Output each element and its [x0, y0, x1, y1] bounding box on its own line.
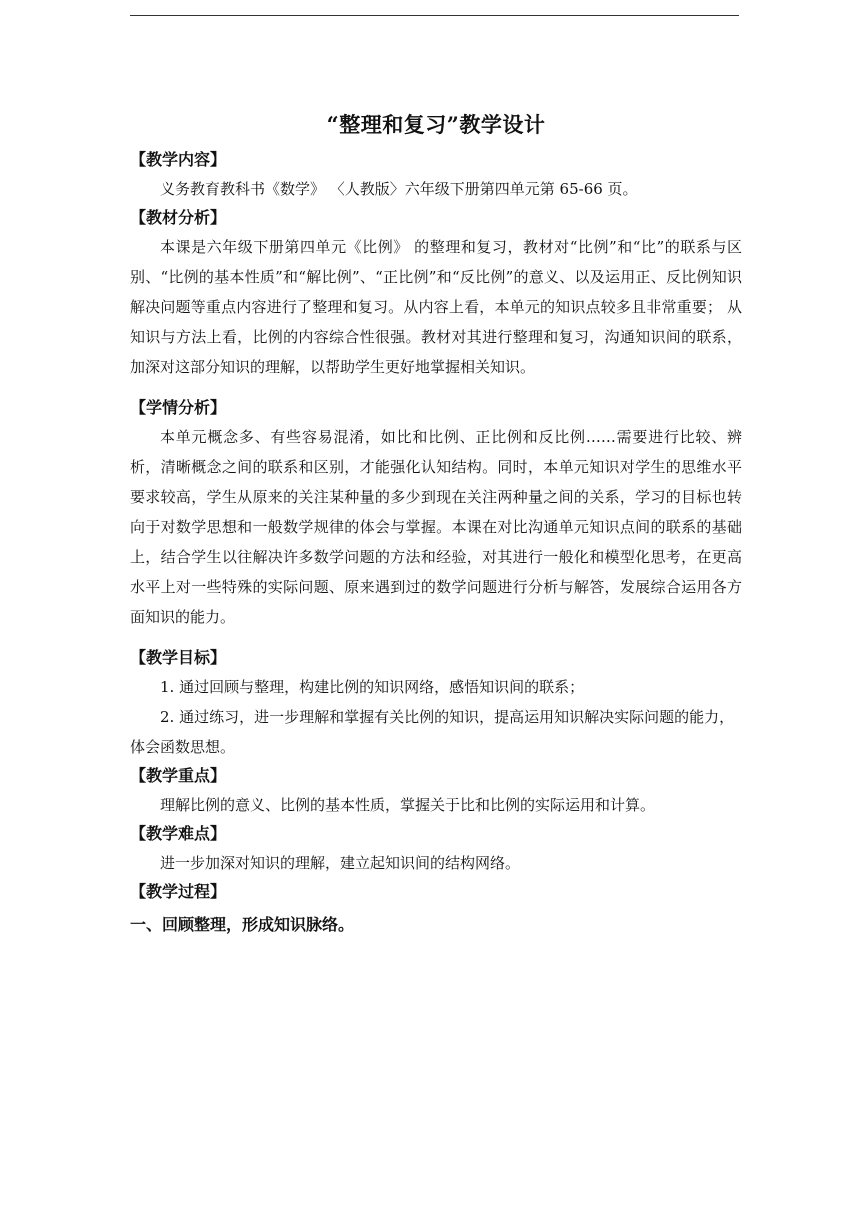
heading-teaching-goals: 【教学目标】 [130, 648, 227, 667]
difficulties-text: 进一步加深对知识的理解，建立起知识间的结构网络。 [160, 854, 521, 872]
heading-material-analysis: 【教材分析】 [130, 208, 227, 227]
goal-item-2: 2. 通过练习，进一步理解和掌握有关比例的知识，提高运用知识解决实际问题的能力，体会函数思想。 [130, 708, 735, 756]
heading-key-points: 【教学重点】 [130, 766, 227, 785]
heading-teaching-content: 【教学内容】 [130, 150, 227, 169]
heading-teaching-process: 【教学过程】 [130, 882, 227, 901]
document-title: “整理和复习”教学设计 [326, 112, 546, 137]
key-points-text: 理解比例的意义、比例的基本性质，掌握关于比和比例的实际运用和计算。 [160, 796, 656, 814]
header-rule [130, 15, 739, 16]
heading-difficulties: 【教学难点】 [130, 824, 227, 843]
heading-student-analysis: 【学情分析】 [130, 398, 227, 417]
material-analysis-text: 本课是六年级下册第四单元《比例》 的整理和复习，教材对“比例”和“比”的联系与区别、“比例的基本性质”和“解比例”、“正比例”和“反比例”的意义、以及运用正、反比例知识解决问题等重点内容进行了整理和复习。从内容上看，本单元的知识点较多且非常重要； 从知识与方法上看，比例的内容综合性很强。教材对其进行整理和复习，沟通知识间的联系，加深对这部分知识的理解，以帮助学生更好地掌握相关知识。 [130, 238, 742, 376]
spacer [130, 632, 742, 644]
document-body [130, 110, 742, 940]
teaching-content-text: 义务教育教科书《数学》 〈人教版〉六年级下册第四单元第 65-66 页。 [160, 180, 638, 198]
spacer [130, 382, 742, 394]
process-step-1: 一、回顾整理，形成知识脉络。 [130, 915, 355, 934]
goal-item-1: 1. 通过回顾与整理，构建比例的知识网络，感悟知识间的联系； [160, 678, 585, 696]
student-analysis-text: 本单元概念多、有些容易混淆，如比和比例、正比例和反比例……需要进行比较、辨析，清晰概念之间的联系和区别，才能强化认知结构。同时，本单元知识对学生的思维水平要求较高，学生从原来的关注某种量的多少到现在关注两种量之间的关系，学习的目标也转向于对数学思想和一般数学规律的体会与掌握。本课在对比沟通单元知识点间的联系的基础上，结合学生以往解决许多数学问题的方法和经验，对其进行一般化和模型化思考，在更高水平上对一些特殊的实际问题、原来遇到过的数学问题进行分析与解答，发展综合运用各方面知识的能力。 [130, 428, 742, 626]
